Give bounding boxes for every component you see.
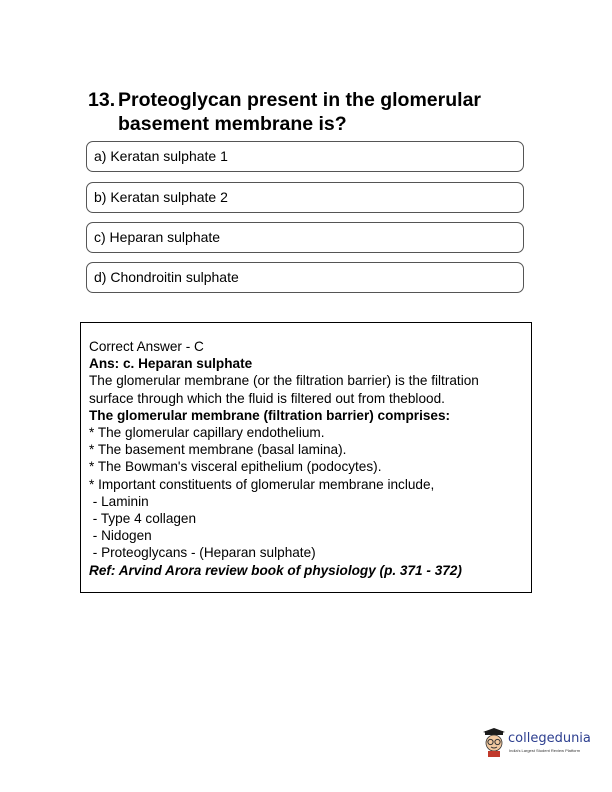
option-a[interactable]: a) Keratan sulphate 1 xyxy=(86,141,524,172)
option-b[interactable]: b) Keratan sulphate 2 xyxy=(86,182,524,213)
bullet-item: * Important constituents of glomerular membrane include, xyxy=(89,476,435,492)
logo-tagline: India's Largest Student Review Platform xyxy=(509,748,581,753)
answer-box xyxy=(80,322,532,593)
option-d[interactable]: d) Chondroitin sulphate xyxy=(86,262,524,293)
correct-answer: Correct Answer - C xyxy=(89,339,204,354)
explanation-line-1: The glomerular membrane (or the filtration barrier) is the filtration xyxy=(89,373,479,389)
question-text xyxy=(118,88,538,136)
question-line-1: Proteoglycan present in the glomerular xyxy=(118,89,481,111)
question-line-2: basement membrane is? xyxy=(118,113,347,135)
logo-name: collegedunia xyxy=(508,731,591,746)
reference: Ref: Arvind Arora review book of physiology (p. 371 - 372) xyxy=(89,562,462,578)
question-number: 13. xyxy=(88,89,116,111)
sub-item: - Nidogen xyxy=(89,528,152,544)
mascot-icon xyxy=(482,728,506,758)
explanation-line-2: surface through which the fluid is filtered out from theblood. xyxy=(89,390,445,406)
bullet-item: * The Bowman's visceral epithelium (podocytes). xyxy=(89,459,382,475)
answer-title: Ans: c. Heparan sulphate xyxy=(89,356,253,372)
sub-item: - Type 4 collagen xyxy=(89,511,197,527)
bullet-item: * The basement membrane (basal lamina). xyxy=(89,442,347,458)
collegedunia-logo xyxy=(482,728,591,760)
option-c[interactable]: c) Heparan sulphate xyxy=(86,222,524,253)
sub-item: - Proteoglycans - (Heparan sulphate) xyxy=(89,545,316,561)
explanation-heading: The glomerular membrane (filtration barrier) comprises: xyxy=(89,407,451,423)
bullet-item: * The glomerular capillary endothelium. xyxy=(89,425,325,441)
sub-item: - Laminin xyxy=(89,493,149,509)
